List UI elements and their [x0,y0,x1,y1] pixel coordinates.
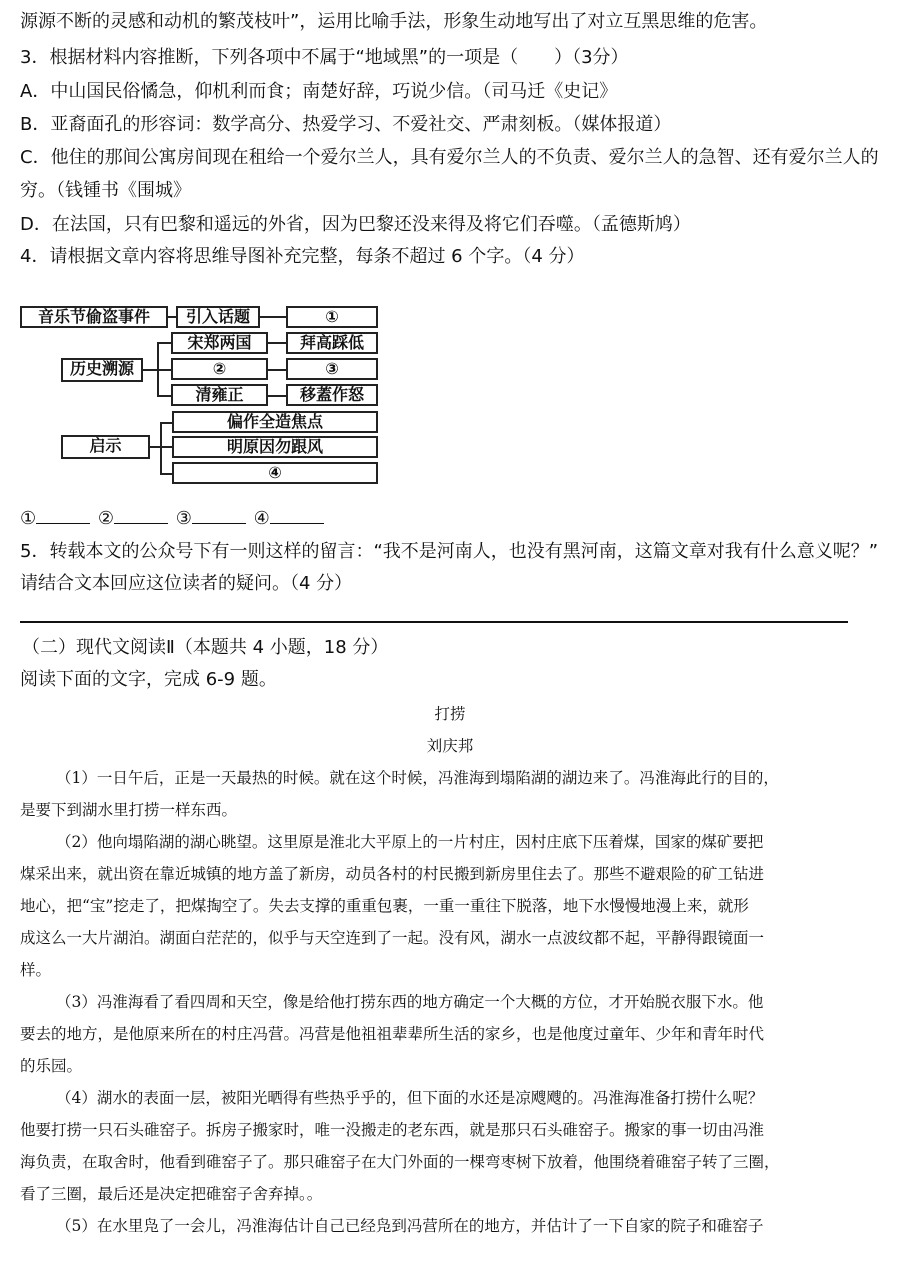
question-5: 5．转载本文的公众号下有一则这样的留言：“我不是河南人，也没有黑河南，这篇文章对我有什么意义呢？” [20,541,879,562]
passage-line: 海负责，在取舍时，他看到碓窑子了。那只碓窑子在大门外面的一棵弯枣树下放着，他围绕着碓窑子转了三圈， [20,1153,780,1171]
section-instruction: 阅读下面的文字，完成 6-9 题。 [20,669,277,690]
question-3: 3．根据材料内容推断，下列各项中不属于“地域黑”的一项是（ ）（3分） [20,47,629,68]
answer-blank-3[interactable] [192,507,246,524]
connector [268,369,286,371]
passage-line: 样。 [20,961,52,979]
passage-line: 是要下到湖水里打捞一样东西。 [20,801,238,819]
mindmap-songzheng: 宋郑两国 [171,332,268,354]
answer-blanks [20,507,326,531]
answer-blank-4[interactable] [270,507,324,524]
mindmap-insight: 启示 [61,435,150,459]
connector [268,342,286,344]
passage-line: （1）一日午后，正是一天最热的时候。就在这个时候，冯淮海到塌陷湖的湖边来了。冯淮海此行的目的， [56,769,779,787]
option-d: D．在法国，只有巴黎和遥远的外省，因为巴黎还没来得及将它们吞噬。（孟德斯鸠） [20,214,691,235]
connector [268,395,286,397]
passage-author: 刘庆邦 [426,737,474,755]
passage-line: （4）湖水的表面一层，被阳光晒得有些热乎乎的，但下面的水还是凉飕飕的。冯淮海准备打捞什么呢？ [56,1089,764,1107]
question-5-cont: 请结合文本回应这位读者的疑问。（4 分） [20,573,353,594]
passage-line: （2）他向塌陷湖的湖心眺望。这里原是淮北大平原上的一片村庄，因村庄底下压着煤，国家的煤矿要把 [56,833,764,851]
text-line: 源源不断的灵感和动机的繁茂枝叶”，运用比喻手法，形象生动地写出了对立互黑思维的危害。 [20,11,768,32]
mindmap-blank-4: ④ [172,462,378,484]
option-b: B．亚裔面孔的形容词：数学高分、热爱学习、不爱社交、严肃刻板。（媒体报道） [20,114,672,135]
mindmap-blank-2: ② [171,358,268,380]
passage-line: （5）在水里凫了一会儿，冯淮海估计自己已经凫到冯营所在的地方，并估计了一下自家的院子和碓窑子 [56,1217,764,1235]
option-c-cont: 穷。（钱锺书《围城》 [20,180,191,201]
option-c: C．他住的那间公寓房间现在租给一个爱尔兰人，具有爱尔兰人的不负责、爱尔兰人的急智、还有爱尔兰人的 [20,147,879,168]
passage-line: 成这么一大片湖泊。湖面白茫茫的，似乎与天空连到了一起。没有风，湖水一点波纹都不起，平静得跟镜面一 [20,929,765,947]
passage-line: （3）冯淮海看了看四周和天空，像是给他打捞东西的地方确定一个大概的方位，才开始脱衣服下水。他 [56,993,764,1011]
connector [168,316,176,318]
mindmap-blank-1: ① [286,306,378,328]
mindmap-pianzuo: 偏作全造焦点 [172,411,378,433]
answer-blank-1[interactable] [36,507,90,524]
mindmap-mingyuan: 明原因勿跟风 [172,436,378,458]
answer-blank-2[interactable] [114,507,168,524]
mindmap-blank-3: ③ [286,358,378,380]
connector [157,369,171,371]
passage-line: 看了三圈，最后还是决定把碓窑子舍弃掉。。 [20,1185,323,1203]
connector [160,446,172,448]
option-a: A．中山国民俗憰急，仰机利而食；南楚好辞，巧说少信。（司马迁《史记》 [20,81,618,102]
section-heading: （二）现代文阅读Ⅱ（本题共 4 小题，18 分） [22,637,389,658]
connector [150,446,160,448]
mindmap-baigao: 拜高踩低 [286,332,378,354]
connector [160,422,172,424]
connector [260,316,286,318]
mindmap-qingyong: 清雍正 [171,384,268,406]
passage-line: 他要打捞一只石头碓窑子。拆房子搬家时，唯一没搬走的老东西，就是那只石头碓窑子。搬家的事一切由冯淮 [20,1121,765,1139]
connector [157,395,171,397]
mindmap-yijia: 移蓋作怒 [286,384,378,406]
blank-label-2: ② [97,508,115,529]
passage-line: 地心，把“宝”挖走了，把煤掏空了。失去支撑的重重包裹，一重一重往下脱落，地下水慢慢地漫上来，就形 [20,897,749,915]
divider [20,621,848,623]
connector [143,369,157,371]
connector [160,473,172,475]
mindmap-root: 音乐节偷盗事件 [20,306,168,328]
passage-line: 煤采出来，就出资在靠近城镇的地方盖了新房，动员各村的村民搬到新房里住去了。那些不避艰险的矿工钻进 [20,865,765,883]
passage-line: 的乐园。 [20,1057,83,1075]
blank-label-1: ① [20,508,37,529]
connector [157,342,171,344]
passage-line: 要去的地方，是他原来所在的村庄冯营。冯营是他祖祖辈辈所生活的家乡，也是他度过童年、少年和青年时代 [20,1025,765,1043]
question-4: 4．请根据文章内容将思维导图补充完整，每条不超过 6 个字。（4 分） [20,246,585,267]
passage-title: 打捞 [434,705,466,723]
blank-label-3: ③ [175,508,192,529]
connector [160,422,162,474]
blank-label-4: ④ [253,508,270,529]
mindmap-history: 历史溯源 [61,358,143,382]
mindmap-intro: 引入话题 [176,306,260,328]
